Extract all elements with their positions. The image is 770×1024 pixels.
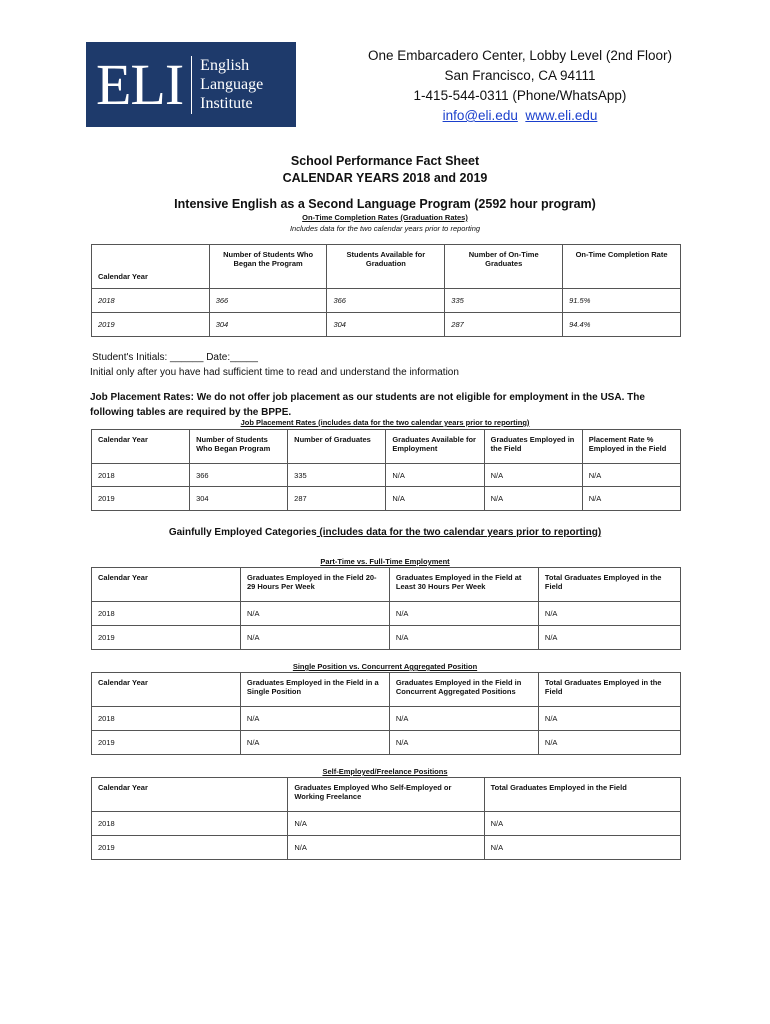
logo-mark: ELI [96,51,184,117]
table-header: Students Available for Graduation [327,245,445,289]
selfemp-title: Self-Employed/Freelance Positions [322,767,448,776]
table-row [92,707,681,731]
logo-line-1: English [200,57,250,74]
table-cell: 287 [445,313,563,337]
table-cell: N/A [538,602,680,626]
table-cell: 94.4% [563,313,681,337]
address-line-1: One Embarcadero Center, Lobby Level (2nd Floor) [368,48,672,63]
table-cell: N/A [538,731,680,755]
address-phone: 1-415-544-0311 (Phone/WhatsApp) [413,88,627,103]
email-link[interactable]: info@eli.edu [442,108,518,123]
table-row [92,836,681,860]
placement-table [91,429,681,511]
job-placement-note: Job Placement Rates: We do not offer job placement as our students are not eligible for employment in the USA. The following tables are required by the BPPE. [90,392,645,418]
table-cell: 2019 [92,836,288,860]
table-cell: 91.5% [563,289,681,313]
table-cell: N/A [389,602,538,626]
table-cell: 304 [190,487,288,511]
table-cell: 2019 [92,487,190,511]
table-header: Number of Students Who Began Program [190,430,288,464]
address-block [330,46,710,126]
table-row [92,464,681,487]
table-header: Number of On-Time Graduates [445,245,563,289]
table-header: Calendar Year [92,430,190,464]
gainful-heading [0,527,770,538]
table-cell: N/A [240,602,389,626]
table-cell: N/A [538,626,680,650]
selfemp-table [91,777,681,860]
parttime-table [91,567,681,650]
table-header: Graduates Employed in the Field in a Single Position [240,673,389,707]
table-row [92,731,681,755]
table-cell: N/A [386,464,484,487]
table-cell: 304 [327,313,445,337]
completion-table [91,244,681,337]
gainful-heading-suffix: (includes data for the two calendar years prior to reporting) [316,527,602,538]
table-header: Calendar Year [92,245,210,289]
logo-line-3: Institute [200,95,253,112]
completion-subtitle: Includes data for the two calendar years prior to reporting [289,224,481,233]
logo-text [200,56,263,113]
table-header: Graduates Employed in the Field in Concurrent Aggregated Positions [389,673,538,707]
table-cell: 335 [445,289,563,313]
table-header-row [92,778,681,812]
table-cell: N/A [240,731,389,755]
table-cell: 304 [209,313,327,337]
table-cell: N/A [484,836,680,860]
table-header: Calendar Year [92,568,241,602]
table-cell: N/A [389,626,538,650]
table-cell: N/A [484,487,582,511]
table-cell: 2018 [92,464,190,487]
logo-line-2: Language [200,76,264,93]
table-header: Total Graduates Employed in the Field [538,673,680,707]
table-header-row [92,568,681,602]
single-table [91,672,681,755]
table-header: Number of Graduates [288,430,386,464]
table-header: Graduates Employed in the Field at Least 30 Hours Per Week [389,568,538,602]
program-title: Intensive English as a Second Language Program (2592 hour program) [174,197,596,211]
table-row [92,313,681,337]
table-header-row [92,673,681,707]
table-cell: N/A [582,464,680,487]
placement-title: Job Placement Rates (includes data for the two calendar years prior to reporting) [240,418,530,427]
single-title: Single Position vs. Concurrent Aggregated Position [292,662,478,671]
table-cell: N/A [240,707,389,731]
page-title: School Performance Fact Sheet [290,154,480,168]
table-header: On-Time Completion Rate [563,245,681,289]
table-cell: N/A [484,464,582,487]
table-cell: N/A [386,487,484,511]
table-cell: 366 [209,289,327,313]
table-header: Graduates Available for Employment [386,430,484,464]
table-cell: N/A [288,836,484,860]
table-cell: N/A [240,626,389,650]
table-header: Graduates Employed Who Self-Employed or Working Freelance [288,778,484,812]
table-cell: 287 [288,487,386,511]
table-cell: N/A [582,487,680,511]
table-cell: N/A [538,707,680,731]
table-cell: N/A [389,707,538,731]
eli-logo [86,42,296,127]
completion-title: On-Time Completion Rates (Graduation Rates) [302,213,468,222]
gainful-heading-prefix: Gainfully Employed Categories [168,527,317,538]
table-cell: 2019 [92,313,210,337]
table-header: Total Graduates Employed in the Field [484,778,680,812]
table-header-row [92,245,681,289]
table-header: Graduates Employed in the Field [484,430,582,464]
table-header: Calendar Year [92,778,288,812]
initials-note: Initial only after you have had sufficient time to read and understand the information [90,367,459,378]
initials-line: Student's Initials: ______ Date:_____ [92,352,258,363]
table-header-row [92,430,681,464]
address-links [330,106,710,126]
table-cell: 366 [190,464,288,487]
table-cell: 366 [327,289,445,313]
table-cell: N/A [389,731,538,755]
table-cell: 2019 [92,626,241,650]
table-header: Total Graduates Employed in the Field [538,568,680,602]
table-cell: N/A [484,812,680,836]
table-cell: N/A [288,812,484,836]
address-line-2: San Francisco, CA 94111 [444,68,596,83]
parttime-title: Part-Time vs. Full-Time Employment [320,557,450,566]
table-row [92,812,681,836]
table-row [92,289,681,313]
table-cell: 2018 [92,289,210,313]
page-subtitle: CALENDAR YEARS 2018 and 2019 [282,171,488,185]
table-cell: 335 [288,464,386,487]
table-row [92,626,681,650]
table-cell: 2018 [92,602,241,626]
website-link[interactable]: www.eli.edu [525,108,598,123]
table-header: Number of Students Who Began the Program [209,245,327,289]
table-row [92,487,681,511]
logo-divider [191,56,192,114]
table-row [92,602,681,626]
table-header: Graduates Employed in the Field 20-29 Hours Per Week [240,568,389,602]
table-header: Placement Rate % Employed in the Field [582,430,680,464]
table-header: Calendar Year [92,673,241,707]
table-cell: 2019 [92,731,241,755]
table-cell: 2018 [92,812,288,836]
table-cell: 2018 [92,707,241,731]
